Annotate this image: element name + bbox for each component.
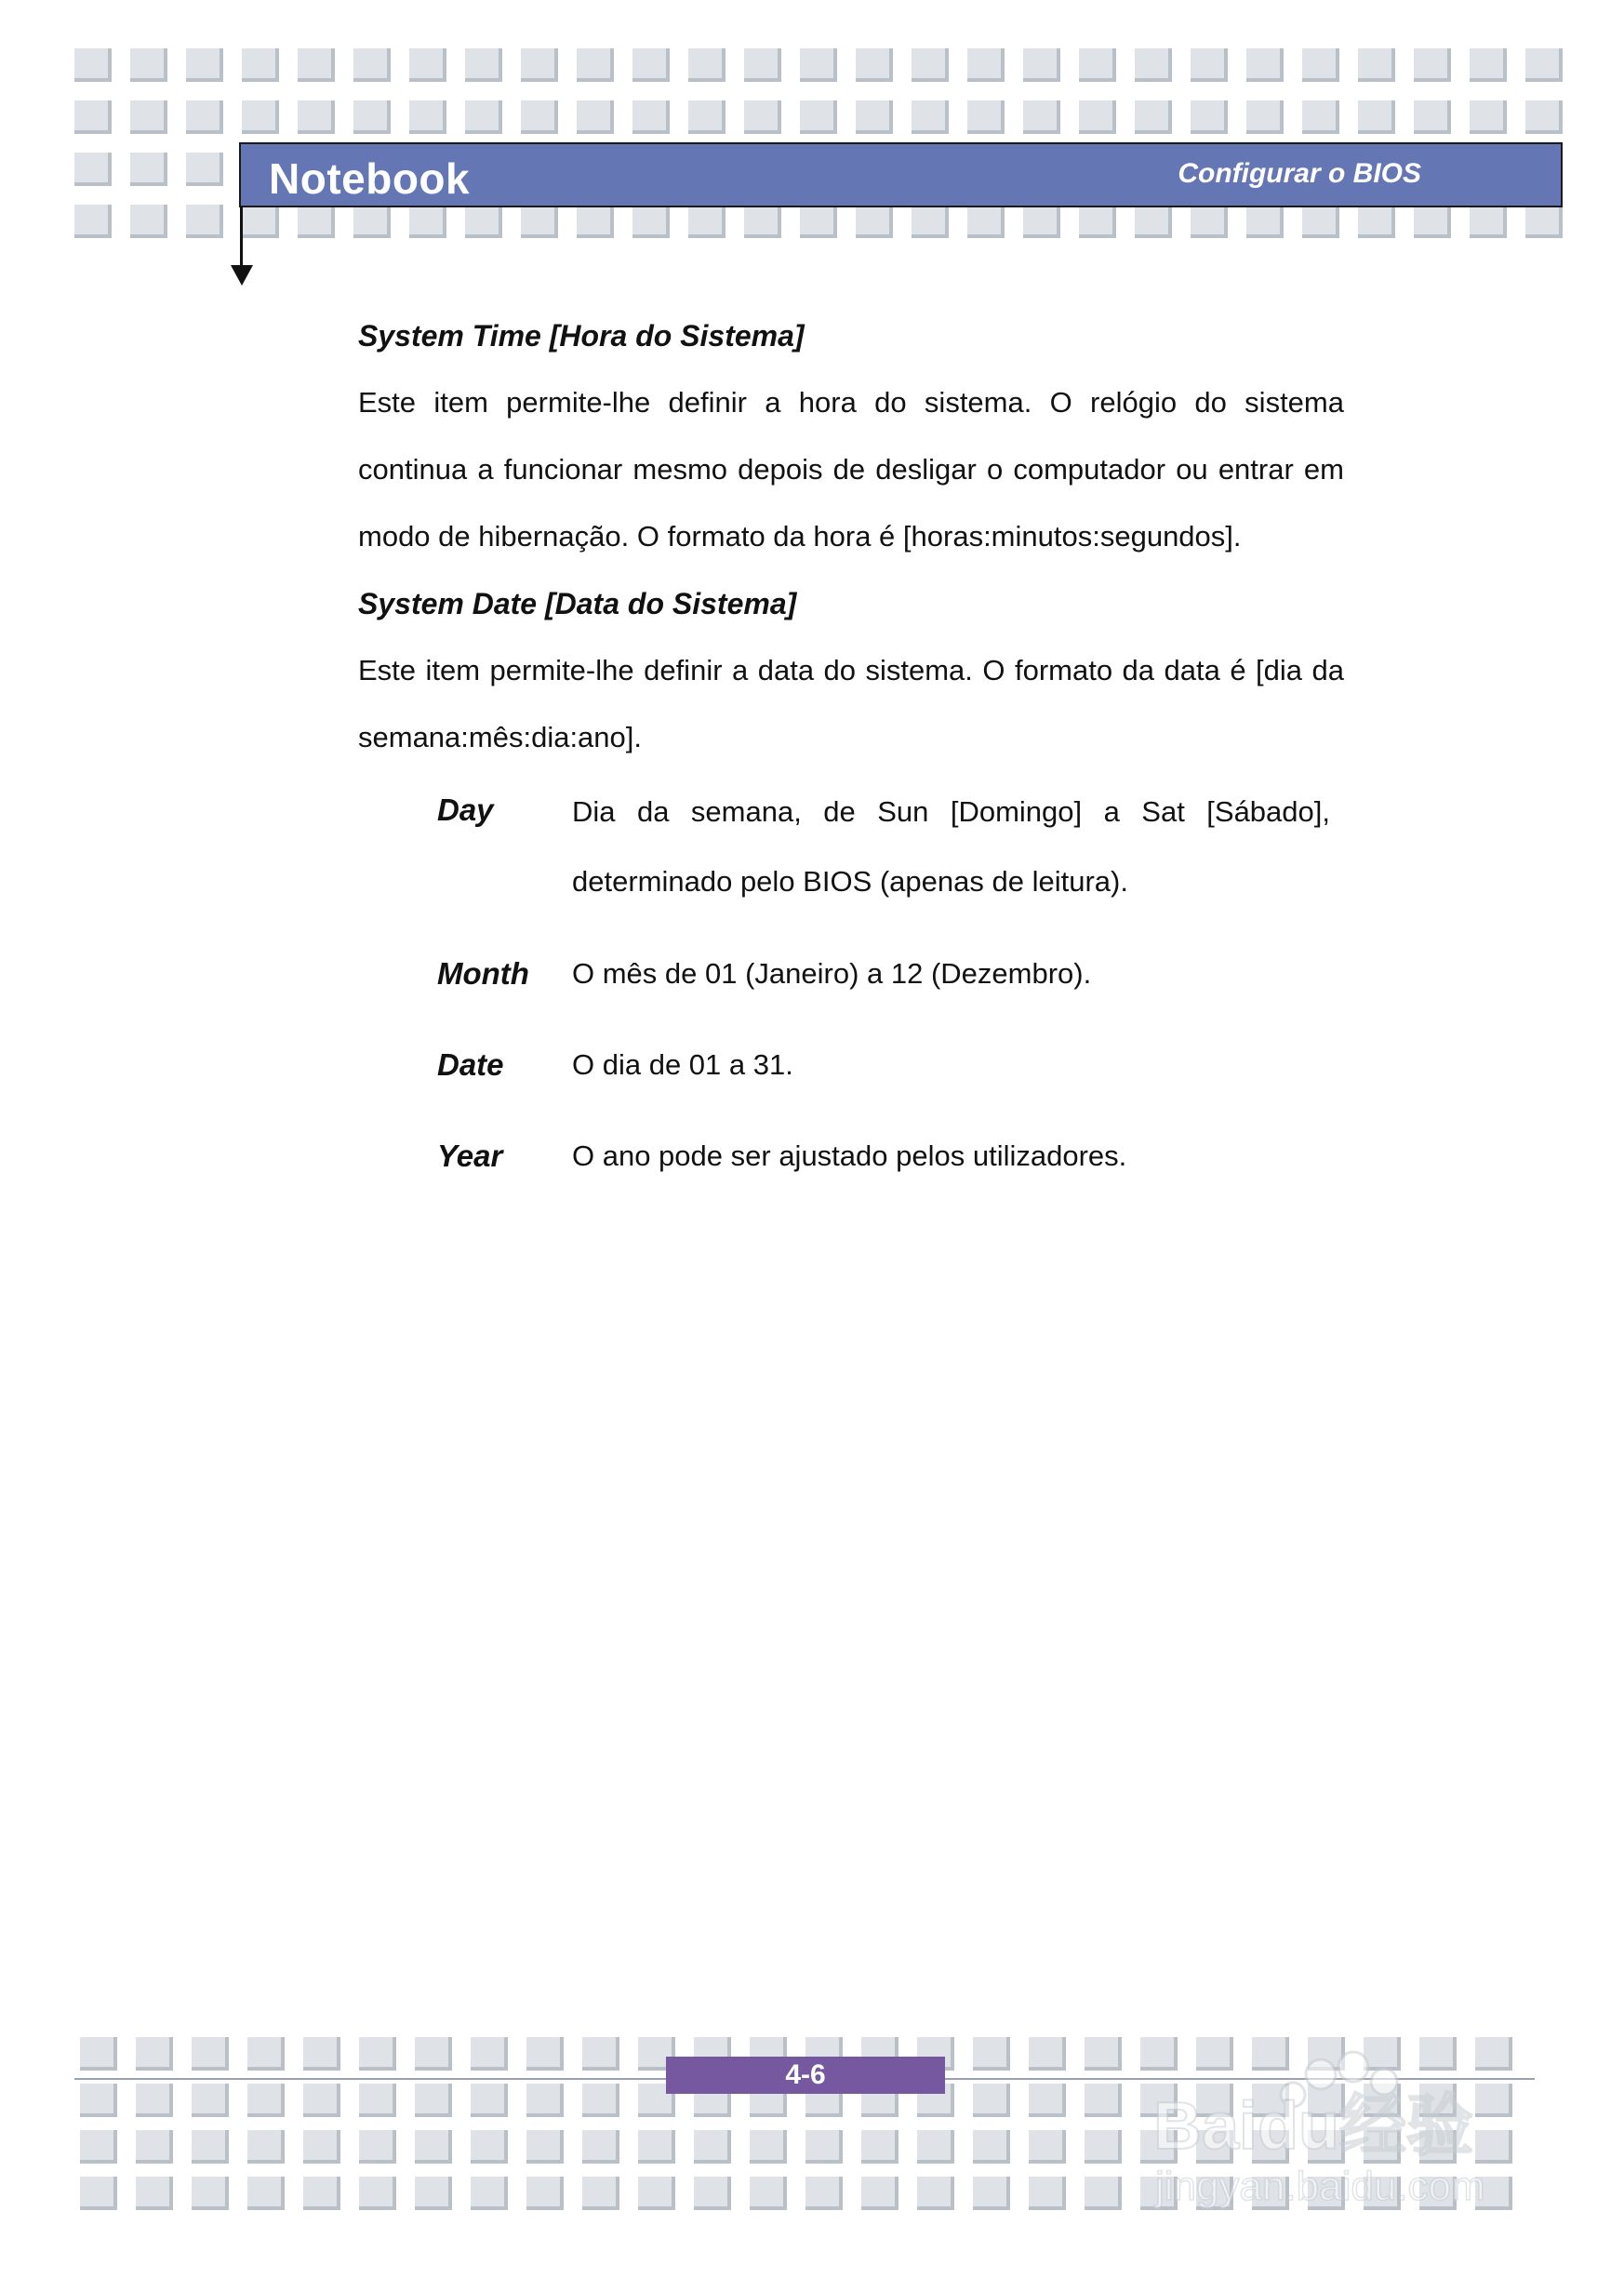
- decorative-tile: [1029, 2084, 1066, 2117]
- decorative-tile: [471, 2177, 508, 2210]
- decorative-tile: [465, 100, 502, 134]
- decorative-tile: [1023, 205, 1060, 238]
- decorative-tile: [186, 100, 223, 134]
- decorative-tile: [577, 205, 614, 238]
- definition-day: [437, 777, 1330, 916]
- decorative-tile: [409, 100, 446, 134]
- system-time-text: Este item permite-lhe definir a hora do sistema. O relógio do sistema continua a funcionar mesmo depois de desligar o computador ou entrar em modo de hibernação. O formato da hora é [horas:minutos:segundos].: [358, 386, 1344, 553]
- definition-date: [437, 1032, 1330, 1099]
- decorative-tile: [688, 100, 725, 134]
- decorative-tile: [303, 2177, 340, 2210]
- decorative-tile: [1525, 48, 1563, 82]
- decorative-tile: [359, 2130, 396, 2164]
- page-number: 4-6: [666, 2057, 945, 2094]
- decorative-tile: [1525, 205, 1563, 238]
- decorative-tile: [1029, 2177, 1066, 2210]
- definition-term: Year: [437, 1139, 503, 1173]
- decorative-tile: [744, 48, 781, 82]
- arrow-line: [240, 206, 243, 265]
- baidu-watermark-logo: [1144, 2046, 1535, 2223]
- decorative-tile: [805, 2177, 843, 2210]
- decorative-tile: [582, 2037, 619, 2071]
- decorative-tile: [577, 100, 614, 134]
- decorative-tile: [1135, 205, 1172, 238]
- decorative-tile: [521, 100, 558, 134]
- decorative-tile: [415, 2037, 452, 2071]
- decorative-tile: [1079, 100, 1116, 134]
- decorative-tile: [1135, 100, 1172, 134]
- page-content: [358, 302, 1344, 1214]
- decorative-tile: [1302, 205, 1339, 238]
- definition-month: [437, 940, 1330, 1007]
- decorative-tile: [1191, 48, 1228, 82]
- decorative-tile: [1358, 100, 1395, 134]
- decorative-tile: [303, 2084, 340, 2117]
- decorative-tile: [526, 2130, 564, 2164]
- decorative-tile: [582, 2084, 619, 2117]
- down-arrow-icon: [231, 265, 253, 286]
- definition-term: Month: [437, 956, 529, 991]
- decorative-tile: [800, 48, 837, 82]
- decorative-tile: [303, 2037, 340, 2071]
- decorative-tile: [856, 100, 893, 134]
- decorative-tile: [415, 2130, 452, 2164]
- decorative-tile: [465, 48, 502, 82]
- decorative-tile: [1023, 48, 1060, 82]
- decorative-tile: [526, 2177, 564, 2210]
- decorative-tile: [1246, 205, 1284, 238]
- decorative-tile: [247, 2084, 285, 2117]
- decorative-tile: [1414, 100, 1451, 134]
- decorative-tile: [409, 205, 446, 238]
- section-title: Configurar o BIOS: [1178, 158, 1421, 189]
- decorative-tile: [694, 2130, 731, 2164]
- decorative-tile: [973, 2037, 1010, 2071]
- decorative-tile: [353, 205, 391, 238]
- header-title: Notebook: [269, 154, 471, 203]
- decorative-tile: [136, 2037, 173, 2071]
- decorative-tile: [912, 48, 949, 82]
- decorative-tile: [1085, 2177, 1122, 2210]
- decorative-tile: [242, 205, 279, 238]
- decorative-tile: [298, 100, 335, 134]
- decorative-tile: [967, 100, 1005, 134]
- definition-desc: O dia de 01 a 31.: [572, 1048, 793, 1081]
- decorative-tile: [688, 205, 725, 238]
- decorative-tile: [353, 100, 391, 134]
- decorative-tile: [74, 48, 112, 82]
- decorative-tile: [917, 2130, 954, 2164]
- decorative-tile: [242, 100, 279, 134]
- decorative-tile: [1079, 48, 1116, 82]
- decorative-tile: [688, 48, 725, 82]
- decorative-tile: [74, 100, 112, 134]
- decorative-tile: [1085, 2130, 1122, 2164]
- decorative-tile: [1470, 100, 1507, 134]
- decorative-tile: [415, 2177, 452, 2210]
- decorative-tile: [632, 48, 670, 82]
- decorative-tile: [192, 2130, 229, 2164]
- decorative-tile: [192, 2037, 229, 2071]
- decorative-tile: [521, 48, 558, 82]
- decorative-tile: [247, 2177, 285, 2210]
- decorative-tile: [359, 2037, 396, 2071]
- decorative-tile: [1414, 48, 1451, 82]
- decorative-tile: [359, 2084, 396, 2117]
- decorative-tile: [967, 205, 1005, 238]
- decorative-tile: [74, 153, 112, 186]
- decorative-tile: [130, 205, 167, 238]
- decorative-tile: [805, 2130, 843, 2164]
- decorative-tile: [1023, 100, 1060, 134]
- decorative-tile: [192, 2177, 229, 2210]
- decorative-tile: [582, 2177, 619, 2210]
- decorative-tile: [130, 48, 167, 82]
- watermark-url: jingyan.baidu.com: [1155, 2164, 1485, 2209]
- decorative-tile: [1085, 2037, 1122, 2071]
- decorative-tile: [1246, 100, 1284, 134]
- decorative-tile: [1191, 100, 1228, 134]
- decorative-tile: [856, 205, 893, 238]
- decorative-tile: [298, 205, 335, 238]
- decorative-tile: [1414, 205, 1451, 238]
- decorative-tile: [917, 2177, 954, 2210]
- decorative-tile: [694, 2177, 731, 2210]
- decorative-tile: [800, 100, 837, 134]
- definition-term: Day: [437, 793, 494, 827]
- decorative-tile: [130, 100, 167, 134]
- definition-year: [437, 1123, 1330, 1190]
- decorative-tile: [80, 2037, 117, 2071]
- decorative-tile: [247, 2130, 285, 2164]
- decorative-tile: [1358, 48, 1395, 82]
- decorative-tile: [415, 2084, 452, 2117]
- decorative-tile: [298, 48, 335, 82]
- decorative-tile: [471, 2084, 508, 2117]
- decorative-tile: [638, 2177, 675, 2210]
- decorative-tile: [582, 2130, 619, 2164]
- decorative-tile: [1029, 2037, 1066, 2071]
- system-date-heading: System Date [Data do Sistema]: [358, 587, 797, 620]
- decorative-tile: [744, 100, 781, 134]
- decorative-tile: [471, 2037, 508, 2071]
- decorative-tile: [353, 48, 391, 82]
- definition-desc: O ano pode ser ajustado pelos utilizadores.: [572, 1139, 1127, 1172]
- watermark-brand: Baidu经验: [1153, 2089, 1474, 2164]
- decorative-tile: [74, 205, 112, 238]
- decorative-tile: [744, 205, 781, 238]
- decorative-tile: [800, 205, 837, 238]
- decorative-tile: [80, 2177, 117, 2210]
- decorative-tile: [1525, 100, 1563, 134]
- decorative-tile: [80, 2130, 117, 2164]
- decorative-tile: [973, 2130, 1010, 2164]
- decorative-tile: [409, 48, 446, 82]
- decorative-tile: [526, 2084, 564, 2117]
- decorative-tile: [973, 2084, 1010, 2117]
- system-time-heading: System Time [Hora do Sistema]: [358, 319, 805, 353]
- decorative-tile: [521, 205, 558, 238]
- decorative-tile: [577, 48, 614, 82]
- decorative-tile: [1029, 2130, 1066, 2164]
- decorative-tile: [465, 205, 502, 238]
- decorative-tile: [303, 2130, 340, 2164]
- decorative-tile: [912, 205, 949, 238]
- decorative-tile: [242, 48, 279, 82]
- definition-term: Date: [437, 1047, 504, 1082]
- decorative-tile: [861, 2130, 899, 2164]
- decorative-tile: [186, 48, 223, 82]
- decorative-tile: [1470, 48, 1507, 82]
- decorative-tile: [967, 48, 1005, 82]
- decorative-tile: [638, 2130, 675, 2164]
- decorative-tile: [247, 2037, 285, 2071]
- decorative-tile: [1135, 48, 1172, 82]
- decorative-tile: [1302, 100, 1339, 134]
- date-field-definitions: [437, 777, 1330, 1190]
- decorative-tile: [80, 2084, 117, 2117]
- decorative-tile: [632, 100, 670, 134]
- decorative-tile: [136, 2084, 173, 2117]
- decorative-tile: [186, 153, 223, 186]
- decorative-tile: [136, 2130, 173, 2164]
- definition-desc: Dia da semana, de Sun [Domingo] a Sat [Sábado], determinado pelo BIOS (apenas de leitura).: [572, 795, 1330, 898]
- decorative-tile: [1079, 205, 1116, 238]
- decorative-tile: [471, 2130, 508, 2164]
- decorative-tile: [1358, 205, 1395, 238]
- decorative-tile: [186, 205, 223, 238]
- decorative-tile: [973, 2177, 1010, 2210]
- system-date-text: Este item permite-lhe definir a data do sistema. O formato da data é [dia da semana:mês:dia:ano].: [358, 654, 1344, 753]
- decorative-tile: [1246, 48, 1284, 82]
- decorative-tile: [526, 2037, 564, 2071]
- definition-desc: O mês de 01 (Janeiro) a 12 (Dezembro).: [572, 957, 1092, 990]
- decorative-tile: [1470, 205, 1507, 238]
- decorative-tile: [856, 48, 893, 82]
- decorative-tile: [1191, 205, 1228, 238]
- header-bar: [239, 142, 1563, 207]
- decorative-tile: [750, 2177, 787, 2210]
- decorative-tile: [861, 2177, 899, 2210]
- decorative-tile: [750, 2130, 787, 2164]
- decorative-tile: [136, 2177, 173, 2210]
- decorative-tile: [1302, 48, 1339, 82]
- decorative-tile: [192, 2084, 229, 2117]
- decorative-tile: [1085, 2084, 1122, 2117]
- decorative-tile: [632, 205, 670, 238]
- decorative-tile: [130, 153, 167, 186]
- decorative-tile: [912, 100, 949, 134]
- decorative-tile: [359, 2177, 396, 2210]
